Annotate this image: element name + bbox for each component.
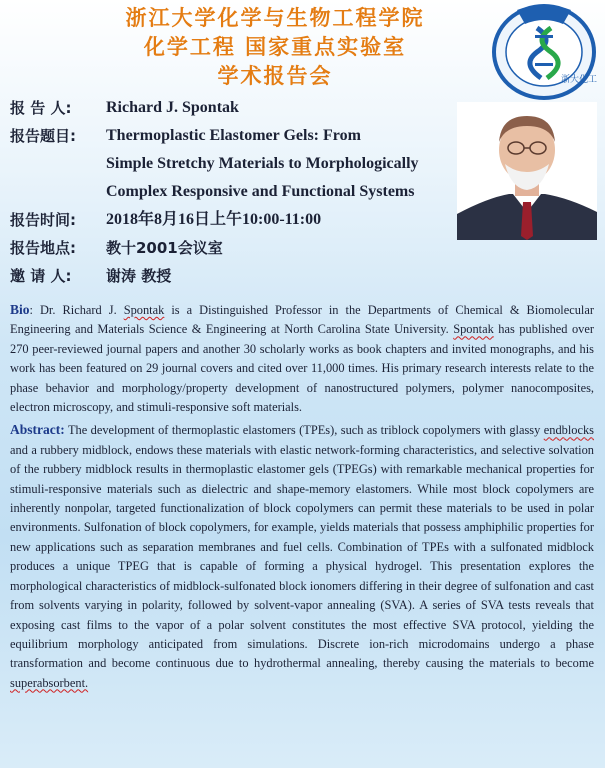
topic-label: 报告题目: (10, 127, 76, 145)
topic-row (10, 122, 460, 206)
bio-text: has published over 270 peer-reviewed journal papers and another 30 scholarly works as book chapters and invited monographs, and his work has been featured on 29 journal covers and cited over 11,000 times. His primary research interests relate to the phase behavior and morphology/property development of nanostructured polymers, polymer nanocomposites, electron microscopy, and stimuli-responsive soft materials. (10, 322, 594, 415)
topic-title (106, 122, 460, 206)
bio-name: Spontak (453, 322, 494, 337)
abstract-paragraph (10, 420, 594, 693)
school-title: 浙江大学化学与生物工程学院 (125, 6, 425, 30)
abstract-text: and a rubbery midblock, endows these materials with elastic network-forming characteristics, and selective solvation of the rubbery midblock results in thermoplastic elastomer gels (TPEGs) with remarkable mechanical properties for stimuli-responsive materials such as dielectric and shape-memory elastomers. While most block copolymers are inherently nonpolar, targeted functionalization of block copolymers can permit these materials to be used in polar environments. Sulfonation of block copolymers, for example, yields materials that possess amphiphilic properties for new applications such as separation membranes and fuel cells. Combination of TPEs with a sulfonated midblock produces a unique TPEG that is capable of forming a physical hydrogel. This presentation explores the morphological characteristics of midblock-sulfonated block ionomers differing in their degree of sulfonation and cast from solvents varying in polarity, followed by solvent-vapor annealing (SVA). A series of SVA tests reveals that exposing cast films to the vapor of a polar solvent constitutes the most effective SVA protocol, yielding the equilibrium morphology anticipated from simulations. Discrete ion-rich microdomains undergo a phase transformation and become continuous due to hydrothermal annealing, thereby causing the materials to become (10, 442, 594, 671)
topic-line: Complex Responsive and Functional Systems (106, 183, 415, 200)
abstract-label: Abstract: (10, 422, 65, 438)
speaker-row (10, 94, 460, 122)
abstract-term: endblocks (543, 423, 594, 438)
bio-label: Bio (10, 302, 30, 317)
speaker-label: 报 告 人: (10, 99, 72, 117)
logo-seal-text: 浙大化工 (561, 75, 598, 85)
talk-body (10, 300, 594, 696)
event-header (60, 4, 490, 91)
abstract-term: superabsorbent. (10, 675, 89, 690)
host-row (10, 262, 460, 290)
host-label: 邀 请 人: (10, 267, 72, 285)
topic-line: Thermoplastic Elastomer Gels: From (106, 127, 361, 144)
lab-title: 化学工程 国家重点实验室 (143, 35, 407, 59)
time-row (10, 206, 460, 234)
host-name: 谢涛 教授 (106, 267, 172, 285)
bio-text: is a Distinguished Professor in the Departments of Chemical & Biomolecular Engineering and Materials Science & Engineering at North Carolina State University. (10, 303, 594, 337)
topic-line: Simple Stretchy Materials to Morphologically (106, 155, 419, 172)
bio-name: Spontak (123, 303, 165, 317)
university-logo (489, 2, 599, 102)
place-label: 报告地点: (10, 239, 76, 257)
place-row (10, 234, 460, 262)
speaker-name: Richard J. Spontak (106, 99, 239, 116)
speaker-photo (457, 102, 597, 240)
talk-time: 2018年8月16日上午10:00-11:00 (106, 211, 322, 228)
talk-info (10, 94, 460, 290)
abstract-text: The development of thermoplastic elastomers (TPEs), such as triblock copolymers with glassy (64, 423, 544, 438)
event-title: 学术报告会 (217, 64, 333, 88)
bio-paragraph (10, 300, 594, 417)
time-label: 报告时间: (10, 211, 76, 229)
talk-place: 教十2001会议室 (106, 239, 223, 257)
bio-text: : Dr. Richard J. (29, 303, 124, 317)
